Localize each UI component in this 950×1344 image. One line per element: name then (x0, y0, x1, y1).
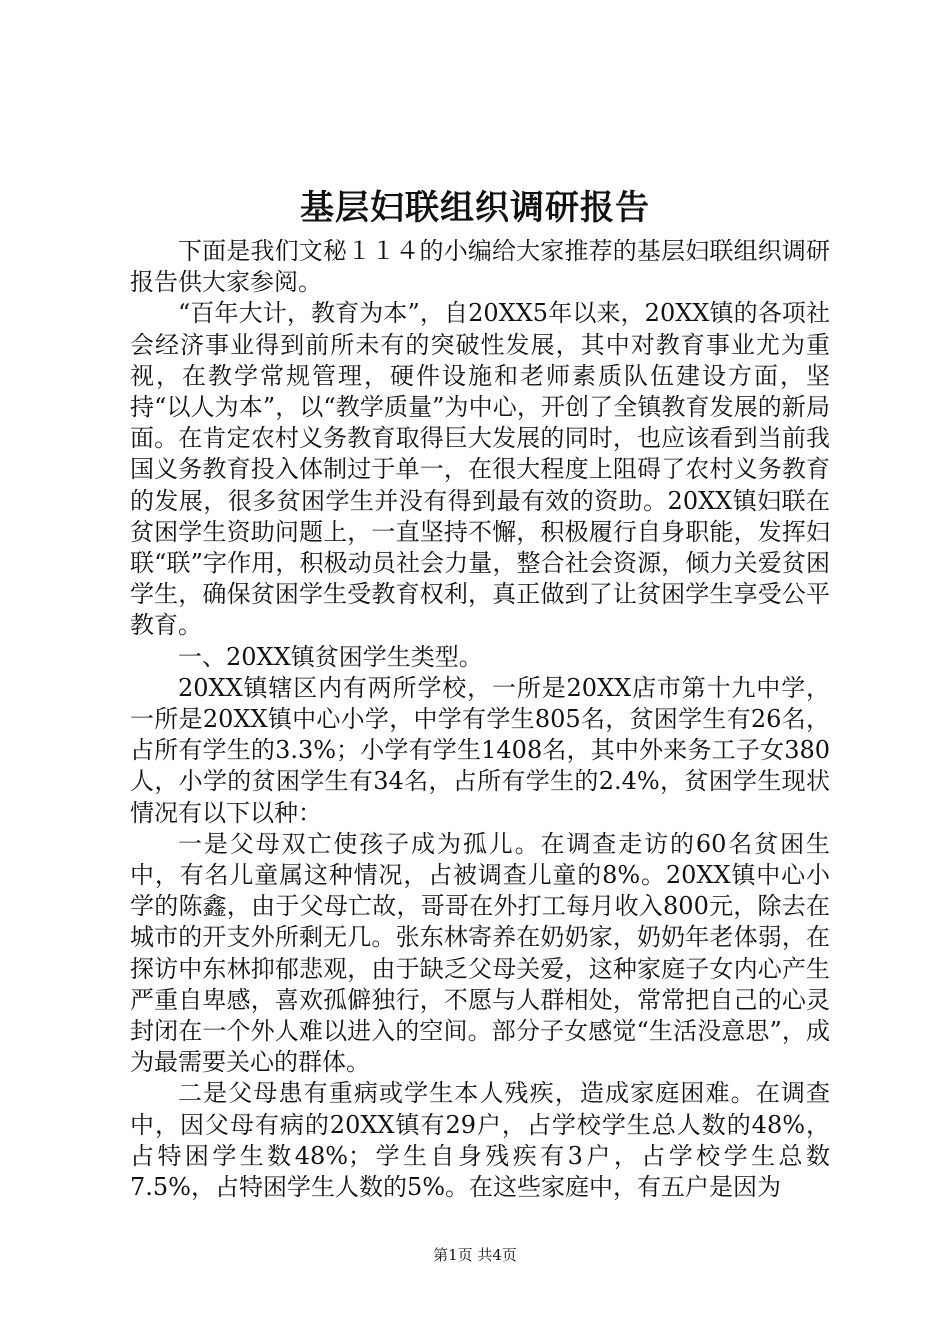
section-heading-1: 一、20XX镇贫困学生类型。 (178, 642, 483, 671)
document-body (130, 236, 830, 1203)
paragraph-school-stats: 20XX镇辖区内有两所学校，一所是20XX店市第十九中学，一所是20XX镇中心小学，中学有学生805名，贫困学生有26名，占所有学生的3.3%；小学有学生1408名，其中外来务工子女380人，小学的贫困学生有34名，占所有学生的2.4%，贫困学生现状情况有以下以种： (130, 673, 830, 827)
document-title: 基层妇联组织调研报告 (300, 188, 650, 228)
paragraph-background: “百年大计，教育为本”，自20XX5年以来，20XX镇的各项社会经济事业得到前所未有的突破性发展，其中对教育事业尤为重视，在教学常规管理，硬件设施和老师素质队伍建设方面，坚持“以人为本”，以“教学质量”为中心，开创了全镇教育发展的新局面。在肯定农村义务教育取得巨大发展的同时，也应该看到当前我国义务教育投入体制过于单一，在很大程度上阻碍了农村义务教育的发展，很多贫困学生并没有得到最有效的资助。20XX镇妇联在贫困学生资助问题上，一直坚持不懈，积极履行自身职能，发挥妇联“联”字作用，积极动员社会力量，整合社会资源，倾力关爱贫困学生，确保贫困学生受教育权利，真正做到了让贫困学生享受公平教育。 (130, 299, 830, 640)
page-number-footer: 第1页 共4页 (433, 1246, 517, 1264)
paragraph-illness: 二是父母患有重病或学生本人残疾，造成家庭困难。在调查中，因父母有病的20XX镇有29户，占学校学生总人数的48%，占特困学生数48%；学生自身残疾有3户，占学校学生总数7.5%，占特困学生人数的5%。在这些家庭中，有五户是因为 (130, 1079, 830, 1202)
paragraph-orphans: 一是父母双亡使孩子成为孤儿。在调查走访的60名贫困生中，有名儿童属这种情况，占被调查儿童的8%。20XX镇中心小学的陈鑫，由于父母亡故，哥哥在外打工每月收入800元，除去在城市的开支外所剩无几。张东林寄养在奶奶家，奶奶年老体弱，在探访中东林抑郁悲观，由于缺乏父母关爱，这种家庭子女内心产生严重自卑感，喜欢孤僻独行，不愿与人群相处，常常把自己的心灵封闭在一个外人难以进入的空间。部分子女感觉“生活没意思”，成为最需要关心的群体。 (130, 829, 830, 1077)
paragraph-intro: 下面是我们文秘１１４的小编给大家推荐的基层妇联组织调研报告供大家参阅。 (130, 237, 830, 297)
